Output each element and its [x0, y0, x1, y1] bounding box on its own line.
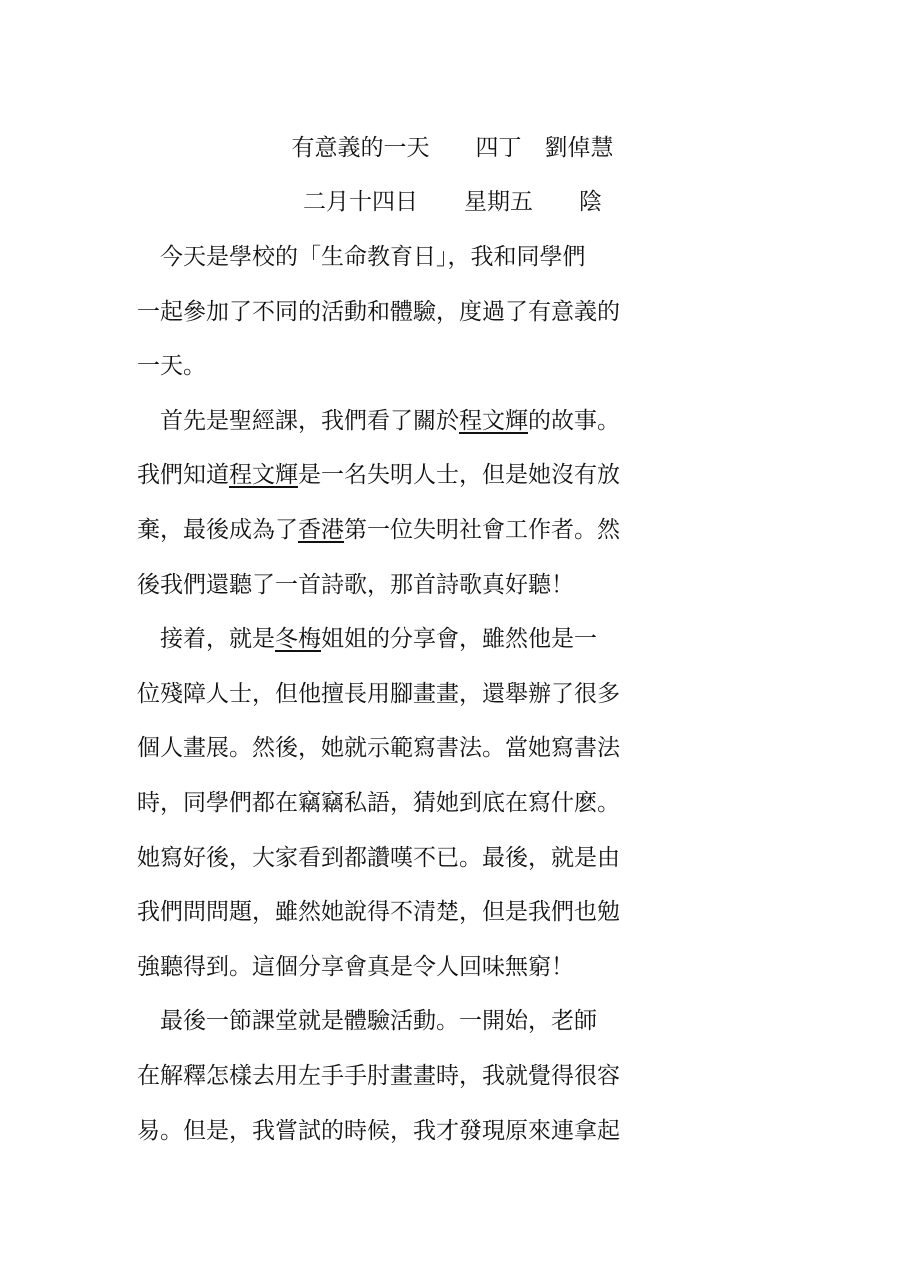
text-segment: 棄，最後成為了	[137, 516, 298, 543]
text-segment: 最後一節課堂就是體驗活動。一開始，老師	[137, 1008, 597, 1035]
text-line	[137, 347, 682, 402]
text-segment: 後我們還聽了一首詩歌，那首詩歌真好聽！	[137, 571, 574, 598]
text-segment: 我們問問題，雖然她說得不清楚，但是我們也勉	[137, 899, 620, 926]
text-line	[137, 1002, 682, 1057]
text-segment: 今天是學校的「生命教育日」，我和同學們	[137, 244, 586, 270]
text-line	[137, 402, 682, 457]
text-line	[137, 729, 682, 784]
date-weather-line: 二月十四日 星期五 陰	[303, 189, 602, 215]
text-segment: 時，同學們都在竊竊私語，猜她到底在寫什麽。	[137, 789, 620, 816]
text-line	[137, 839, 682, 894]
text-line	[137, 511, 682, 566]
text-segment: 我們知道	[137, 462, 229, 489]
proper-noun-underlined: 程文輝	[229, 462, 298, 489]
text-line	[137, 620, 682, 675]
text-segment: 一起參加了不同的活動和體驗，度過了有意義的	[137, 298, 620, 325]
proper-noun-underlined: 香港	[298, 516, 344, 543]
text-line	[137, 948, 682, 1003]
text-segment: 強聽得到。這個分享會真是令人回味無窮！	[137, 953, 574, 980]
text-line	[137, 566, 682, 621]
text-line	[137, 893, 682, 948]
document-title: 有意義的一天 四丁 劉倬慧	[291, 135, 614, 161]
text-segment: 位殘障人士，但他擅長用腳畫畫，還舉辦了很多	[137, 680, 620, 707]
text-segment: 一天。	[137, 353, 206, 380]
text-segment: 在解釋怎樣去用左手手肘畫畫時，我就覺得很容	[137, 1062, 620, 1089]
text-segment: 首先是聖經課，我們看了關於	[137, 407, 459, 434]
text-line	[137, 1057, 682, 1112]
text-line	[137, 784, 682, 839]
text-line	[137, 675, 682, 730]
text-segment: 個人畫展。然後，她就示範寫書法。當她寫書法	[137, 735, 620, 762]
text-segment: 第一位失明社會工作者。然	[344, 516, 620, 543]
proper-noun-underlined: 程文輝	[459, 407, 528, 434]
proper-noun-underlined: 冬梅	[275, 626, 321, 653]
text-segment: 易。但是，我嘗試的時候，我才發現原來連拿起	[137, 1117, 620, 1144]
text-segment: 的故事。	[528, 407, 620, 434]
text-line	[137, 238, 682, 293]
text-segment: 是一名失明人士，但是她沒有放	[298, 462, 620, 489]
text-line	[137, 456, 682, 511]
text-line	[137, 1112, 682, 1167]
text-segment: 接着，就是	[137, 626, 275, 653]
text-line	[137, 293, 682, 348]
essay-body	[137, 238, 682, 1166]
text-segment: 她寫好後，大家看到都讚嘆不已。最後，就是由	[137, 844, 620, 871]
text-segment: 姐姐的分享會，雖然他是一	[321, 626, 597, 653]
